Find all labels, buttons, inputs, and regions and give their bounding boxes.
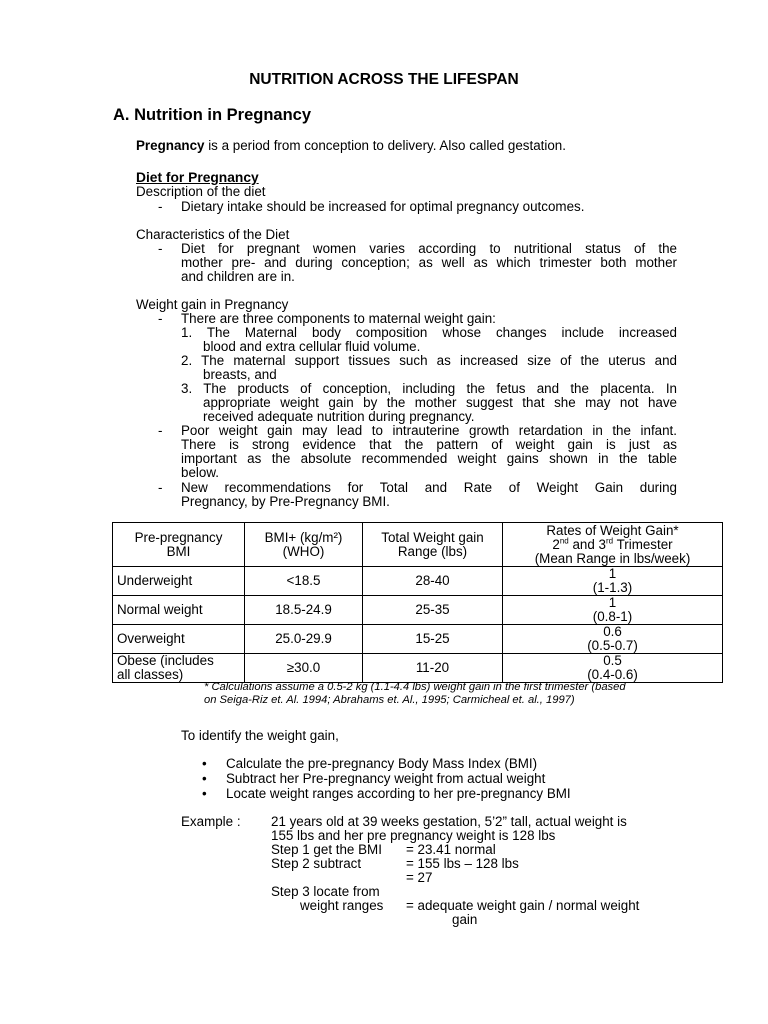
component-1-line: 1. The Maternal body composition whose changes include increased [181, 325, 677, 340]
cell-bmi: 18.5-24.9 [245, 596, 363, 625]
cell-rate: 1 (1-1.3) [503, 567, 723, 596]
pregnancy-definition-text: is a period from conception to delivery. Also called gestation. [204, 138, 566, 153]
cell-category: Obese (includes all classes) [113, 654, 245, 683]
component-3-line: 3. The products of conception, including the fetus and the placenta. In [181, 381, 677, 396]
list-dash: - [158, 199, 163, 214]
example-label: Example : [181, 814, 241, 829]
cell-category: Normal weight [113, 596, 245, 625]
cell-category: Overweight [113, 625, 245, 654]
example-step-2: Step 2 subtract [271, 856, 362, 871]
bullet-icon: • [202, 756, 207, 771]
cell-bmi: ≥30.0 [245, 654, 363, 683]
bullet-icon: • [202, 786, 207, 801]
cell-bmi: 25.0-29.9 [245, 625, 363, 654]
poor-gain-line: below. [181, 465, 219, 480]
weight-gain-intro: There are three components to maternal weight gain: [181, 311, 496, 326]
poor-gain-line: There is strong evidence that the pattern of weight gain is just as [181, 437, 677, 452]
poor-gain-line: important as the absolute recommended weight gains shown in the table [181, 451, 677, 466]
component-3-line: received adequate nutrition during pregnancy. [203, 409, 475, 424]
example-step-3-value: = adequate weight gain / normal weight [406, 898, 640, 913]
identify-heading: To identify the weight gain, [181, 728, 339, 743]
poor-gain-line: Poor weight gain may lead to intrauterine growth retardation in the infant. [181, 423, 677, 438]
recommendation-line: New recommendations for Total and Rate of Weight Gain during [181, 480, 677, 495]
description-item: Dietary intake should be increased for optimal pregnancy outcomes. [181, 199, 585, 214]
cell-total: 25-35 [363, 596, 503, 625]
example-line: 21 years old at 39 weeks gestation, 5’2” tall, actual weight is [271, 814, 627, 829]
table-footnote: * Calculations assume a 0.5-2 kg (1.1-4.4 lbs) weight gain in the first trimester (based [204, 681, 626, 693]
cell-rate: 0.5 (0.4-0.6) [503, 654, 723, 683]
example-step-3-value-cont: gain [452, 912, 478, 927]
list-dash: - [158, 311, 163, 326]
header-bmi-who: BMI+ (kg/m²) (WHO) [245, 523, 363, 567]
cell-rate: 1 (0.8-1) [503, 596, 723, 625]
characteristics-line: mother pre- and during conception; as well as which trimester both mother [181, 255, 677, 270]
header-rates-of-weight-gain: Rates of Weight Gain* 2nd and 3rd Trimester (Mean Range in lbs/week) [503, 523, 723, 567]
example-step-3-cont: weight ranges [300, 898, 384, 913]
weight-gain-table [112, 522, 723, 683]
document-title: NUTRITION ACROSS THE LIFESPAN [249, 71, 519, 88]
header-pre-pregnancy-bmi: Pre-pregnancy BMI [113, 523, 245, 567]
cell-rate: 0.6 (0.5-0.7) [503, 625, 723, 654]
cell-total: 28-40 [363, 567, 503, 596]
description-heading: Description of the diet [136, 184, 266, 199]
component-3-line: appropriate weight gain by the mother suggest that she may not have [203, 395, 677, 410]
component-2-line: 2. The maternal support tissues such as increased size of the uterus and [181, 353, 677, 368]
list-dash: - [158, 480, 163, 495]
characteristics-line: and children are in. [181, 269, 295, 284]
diet-heading: Diet for Pregnancy [136, 170, 259, 185]
characteristics-line: Diet for pregnant women varies according to nutritional status of the [181, 241, 677, 256]
section-heading-pregnancy: A. Nutrition in Pregnancy [113, 106, 312, 124]
characteristics-heading: Characteristics of the Diet [136, 227, 290, 242]
bullet-item: Subtract her Pre-pregnancy weight from actual weight [226, 771, 546, 786]
cell-bmi: <18.5 [245, 567, 363, 596]
table-row [113, 596, 723, 625]
component-2-line: breasts, and [203, 367, 277, 382]
example-step-1: Step 1 get the BMI [271, 842, 382, 857]
example-step-3: Step 3 locate from [271, 884, 380, 899]
component-1-line: blood and extra cellular fluid volume. [203, 339, 421, 354]
example-step-1-value: = 23.41 normal [406, 842, 496, 857]
example-step-2-result: = 27 [406, 870, 433, 885]
table-row [113, 567, 723, 596]
table-row [113, 625, 723, 654]
example-step-2-value: = 155 lbs – 128 lbs [406, 856, 519, 871]
bullet-item: Locate weight ranges according to her pre-pregnancy BMI [226, 786, 571, 801]
bullet-icon: • [202, 771, 207, 786]
table-header-row [113, 523, 723, 567]
list-dash: - [158, 423, 163, 438]
table-row [113, 654, 723, 683]
bullet-item: Calculate the pre-pregnancy Body Mass Index (BMI) [226, 756, 538, 771]
pregnancy-definition [136, 139, 566, 153]
list-dash: - [158, 241, 163, 256]
header-total-weight-gain: Total Weight gain Range (lbs) [363, 523, 503, 567]
weight-gain-heading: Weight gain in Pregnancy [136, 297, 289, 312]
cell-category: Underweight [113, 567, 245, 596]
example-line: 155 lbs and her pre pregnancy weight is 128 lbs [271, 828, 556, 843]
cell-total: 15-25 [363, 625, 503, 654]
recommendation-line: Pregnancy, by Pre-Pregnancy BMI. [181, 494, 390, 509]
cell-total: 11-20 [363, 654, 503, 683]
table-footnote: on Seiga-Riz et. Al. 1994; Abrahams et. Al., 1995; Carmicheal et. al., 1997) [204, 694, 575, 706]
pregnancy-term: Pregnancy [136, 138, 205, 153]
